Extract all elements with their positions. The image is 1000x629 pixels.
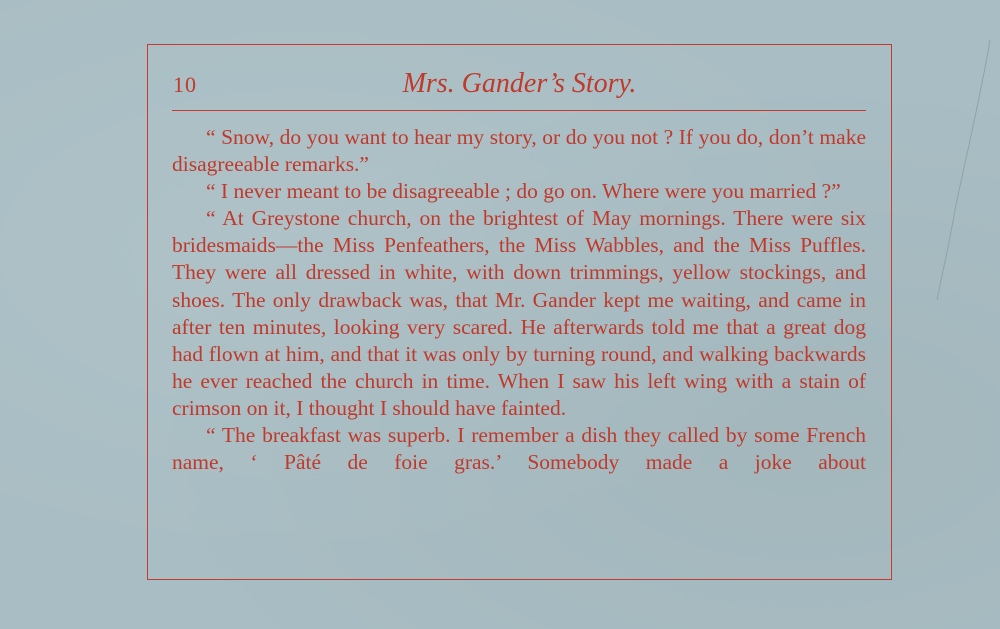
running-title: Mrs. Gander’s Story. bbox=[402, 68, 637, 99]
paragraph: “ At Greystone church, on the brightest of May mornings. There were six bridesmaids—the Miss Penfeathers, the Miss Wabbles, and the Miss Puffles. They were all dressed in white, with down trimmings, yellow stockings, and shoes. The only drawback was, that Mr. Gander kept me waiting, and came in after ten minutes, looking very scared. He afterwards told me that a great dog had flown at him, and that it was only by turning round, and walking backwards he ever reached the church in time. When I saw his left wing with a stain of crimson on it, I thought I should have fainted. bbox=[172, 206, 866, 420]
paragraph: “ I never meant to be disagreeable ; do go on. Where were you married ?” bbox=[206, 179, 841, 204]
header-rule bbox=[172, 110, 866, 111]
paragraph: “ The breakfast was superb. I remember a dish they called by some French name, ‘ Pâté de foie gras.’ Somebody made a joke about bbox=[172, 423, 866, 475]
story-text bbox=[172, 124, 866, 476]
paragraph: “ Snow, do you want to hear my story, or do you not ? If you do, don’t make disagreeable remarks.” bbox=[172, 125, 866, 177]
paper-crease bbox=[935, 40, 995, 300]
page-number: 10 bbox=[173, 72, 197, 97]
